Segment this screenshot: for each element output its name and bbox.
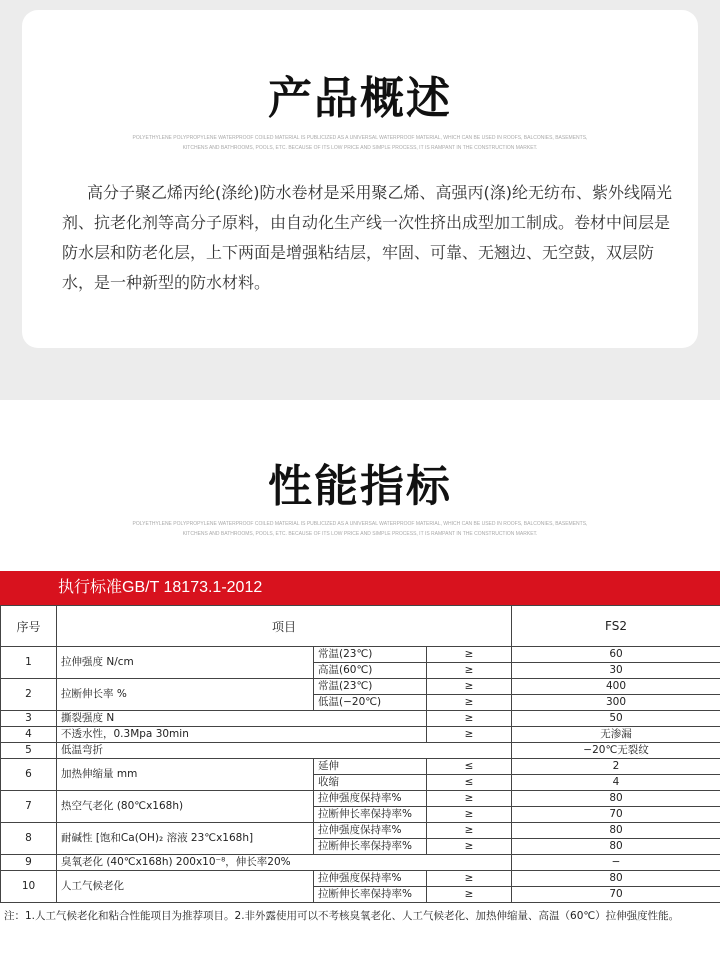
row-no: 9 (1, 855, 57, 871)
row-value: 无渗漏 (512, 727, 720, 743)
row-value: 300 (512, 695, 720, 711)
row-no: 4 (1, 727, 57, 743)
table-row (1, 871, 720, 887)
row-condition: 拉断伸长率保持率% (314, 807, 427, 823)
row-no: 6 (1, 759, 57, 791)
table-row (1, 791, 720, 807)
row-value: 70 (512, 807, 720, 823)
row-operator: ≤ (427, 759, 512, 775)
table-row (1, 711, 720, 727)
row-item: 人工气候老化 (57, 871, 314, 903)
row-value: 400 (512, 679, 720, 695)
row-value: 30 (512, 663, 720, 679)
table-header-row (1, 606, 720, 647)
table-row (1, 759, 720, 775)
performance-subtitle (60, 519, 660, 539)
row-value: 80 (512, 823, 720, 839)
row-operator: ≥ (427, 727, 512, 743)
row-value: 80 (512, 871, 720, 887)
row-value: 80 (512, 839, 720, 855)
row-no: 5 (1, 743, 57, 759)
overview-subtitle-line2: KITCHENS AND BATHROOMS, POOLS, ETC. BECAUSE OF ITS LOW PRICE AND SIMPLE PROCESS, IT IS RAMPANT IN THE CONSTRUCTION MARKET. (182, 145, 538, 151)
row-condition: 拉伸强度保持率% (314, 791, 427, 807)
row-item: 加热伸缩量 mm (57, 759, 314, 791)
row-value: − (512, 855, 720, 871)
row-condition: 常温(23℃) (314, 679, 427, 695)
row-item: 撕裂强度 N (57, 711, 427, 727)
row-condition: 常温(23℃) (314, 647, 427, 663)
table-row (1, 727, 720, 743)
row-item: 不透水性，0.3Mpa 30min (57, 727, 427, 743)
table-footnote: 注：1.人工气候老化和粘合性能项目为推荐项目。2.非外露使用可以不考核臭氧老化、人工气候老化、加热伸缩量、高温（60℃）拉伸强度性能。 (4, 910, 680, 922)
overview-subtitle (60, 133, 660, 153)
row-operator: ≥ (427, 823, 512, 839)
table-row (1, 855, 720, 871)
table-row (1, 679, 720, 695)
header-item: 项目 (57, 606, 512, 647)
performance-table (0, 605, 720, 903)
row-no: 8 (1, 823, 57, 855)
row-no: 3 (1, 711, 57, 727)
row-value: 50 (512, 711, 720, 727)
row-value: −20℃无裂纹 (512, 743, 720, 759)
row-value: 4 (512, 775, 720, 791)
row-operator: ≥ (427, 791, 512, 807)
row-no: 10 (1, 871, 57, 903)
overview-title: 产品概述 (268, 73, 452, 124)
row-operator: ≥ (427, 887, 512, 903)
row-operator: ≤ (427, 775, 512, 791)
row-item: 耐碱性 [饱和Ca(OH)₂ 溶液 23℃x168h] (57, 823, 314, 855)
performance-subtitle-line1: POLYETHYLENE POLYPROPYLENE WATERPROOF COILED MATERIAL IS PUBLICIZED AS A UNIVERSAL WATERPROOF MATERIAL, WHICH CAN BE USED IN ROOFS, BALCONIES, BASEMENTS, (132, 521, 588, 527)
row-operator: ≥ (427, 871, 512, 887)
table-row (1, 743, 720, 759)
performance-title: 性能指标 (268, 461, 452, 512)
row-no: 2 (1, 679, 57, 711)
row-no: 1 (1, 647, 57, 679)
row-condition: 高温(60℃) (314, 663, 427, 679)
overview-subtitle-line1: POLYETHYLENE POLYPROPYLENE WATERPROOF COILED MATERIAL IS PUBLICIZED AS A UNIVERSAL WATERPROOF MATERIAL, WHICH CAN BE USED IN ROOFS, BALCONIES, BASEMENTS, (132, 135, 588, 141)
row-value: 70 (512, 887, 720, 903)
row-operator: ≥ (427, 695, 512, 711)
row-operator: ≥ (427, 711, 512, 727)
overview-body: 高分子聚乙烯丙纶(涤纶)防水卷材是采用聚乙烯、高强丙(涤)纶无纺布、紫外线隔光剂、抗老化剂等高分子原料，由自动化生产线一次性挤出成型加工制成。卷材中间层是防水层和防老化层，上下两面是增强粘结层，牢固、可靠、无翘边、无空鼓，双层防水，是一种新型的防水材料。 (62, 183, 672, 292)
row-condition: 低温(−20℃) (314, 695, 427, 711)
row-condition: 拉伸强度保持率% (314, 823, 427, 839)
row-operator: ≥ (427, 647, 512, 663)
row-operator: ≥ (427, 839, 512, 855)
performance-subtitle-line2: KITCHENS AND BATHROOMS, POOLS, ETC. BECAUSE OF ITS LOW PRICE AND SIMPLE PROCESS, IT IS RAMPANT IN THE CONSTRUCTION MARKET. (182, 531, 538, 537)
row-condition: 拉断伸长率保持率% (314, 887, 427, 903)
table-row (1, 647, 720, 663)
row-condition: 拉断伸长率保持率% (314, 839, 427, 855)
standard-bar: 执行标准GB/T 18173.1-2012 (0, 571, 720, 605)
row-item: 拉断伸长率 % (57, 679, 314, 711)
header-no: 序号 (1, 606, 57, 647)
header-fs2: FS2 (512, 606, 720, 647)
row-item: 低温弯折 (57, 743, 512, 759)
row-item: 拉伸强度 N/cm (57, 647, 314, 679)
table-row (1, 823, 720, 839)
row-operator: ≥ (427, 679, 512, 695)
row-operator: ≥ (427, 663, 512, 679)
row-condition: 收缩 (314, 775, 427, 791)
row-value: 80 (512, 791, 720, 807)
row-operator: ≥ (427, 807, 512, 823)
row-no: 7 (1, 791, 57, 823)
row-value: 60 (512, 647, 720, 663)
row-condition: 延伸 (314, 759, 427, 775)
row-condition: 拉伸强度保持率% (314, 871, 427, 887)
row-item: 热空气老化 (80℃x168h) (57, 791, 314, 823)
row-item: 臭氧老化 (40℃x168h) 200x10⁻⁸，伸长率20% (57, 855, 512, 871)
row-value: 2 (512, 759, 720, 775)
